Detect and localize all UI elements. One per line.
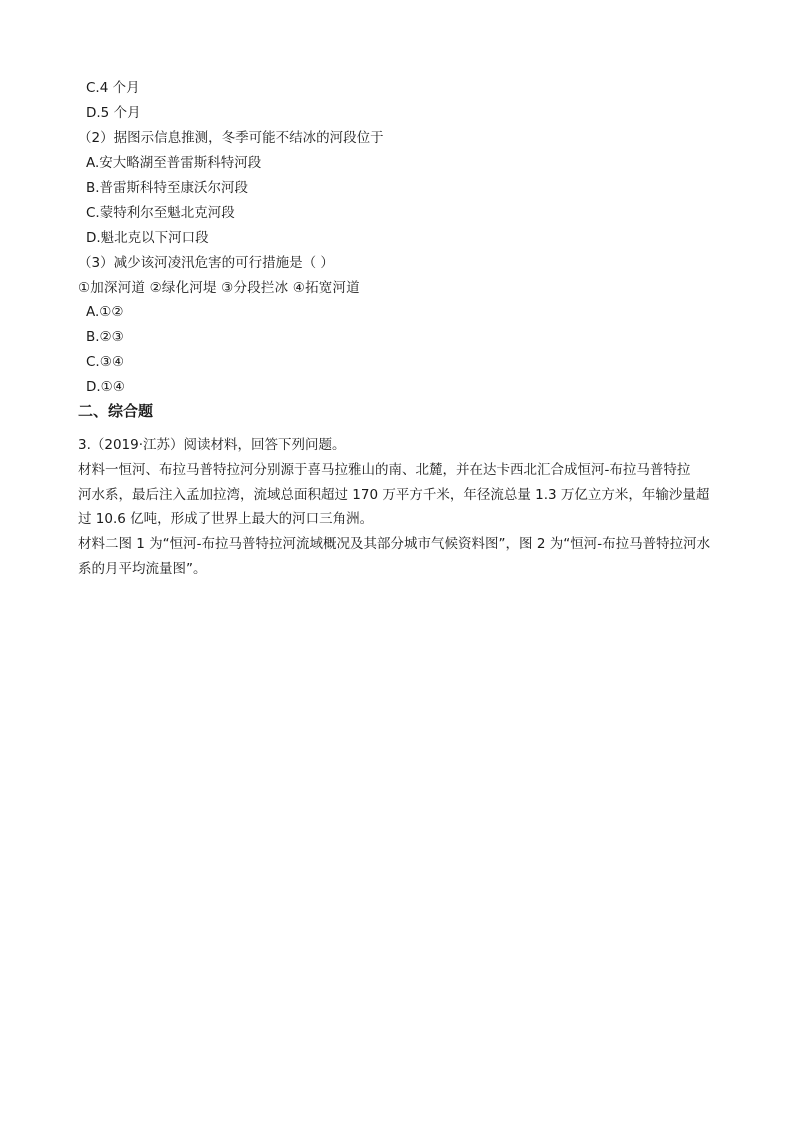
q3-option-c: C.③④	[86, 354, 124, 370]
section-heading: 二、综合题	[78, 402, 154, 420]
q3-measures: ①加深河道 ②绿化河堤 ③分段拦冰 ④拓宽河道	[78, 280, 360, 296]
material-one-line-3: 过 10.6 亿吨，形成了世界上最大的河口三角洲。	[78, 511, 374, 527]
material-one	[78, 458, 718, 532]
q2-option-b: B.普雷斯科特至康沃尔河段	[86, 180, 249, 196]
q3-option-b: B.②③	[86, 329, 124, 345]
q2-option-d: D.魁北克以下河口段	[86, 230, 209, 246]
q2-stem: （2）据图示信息推测，冬季可能不结冰的河段位于	[78, 130, 384, 146]
q3-option-d: D.①④	[86, 379, 125, 395]
q1-option-d: D.5 个月	[86, 105, 141, 121]
q4-intro: 3.（2019·江苏）阅读材料，回答下列问题。	[78, 437, 346, 453]
q3-option-a: A.①②	[86, 304, 124, 320]
material-two	[78, 532, 718, 581]
material-two-line-2: 系的月平均流量图”。	[78, 560, 207, 577]
q3-stem: （3）减少该河凌汛危害的可行措施是（ ）	[78, 255, 334, 271]
q2-option-a: A.安大略湖至普雷斯科特河段	[86, 155, 262, 171]
q2-option-c: C.蒙特利尔至魁北克河段	[86, 205, 235, 221]
material-one-line-2: 河水系，最后注入孟加拉湾，流域总面积超过 170 万平方千米，年径流总量 1.3 万亿立方米，年输沙量超	[78, 486, 710, 503]
material-one-line-1: 材料一恒河、布拉马普特拉河分别源于喜马拉雅山的南、北麓，并在达卡西北汇合成恒河-布拉马普特拉	[78, 462, 691, 478]
material-two-line-1: 材料二图 1 为“恒河-布拉马普特拉河流域概况及其部分城市气候资料图”，图 2 为“恒河-布拉马普特拉河水	[78, 536, 711, 552]
q1-option-c: C.4 个月	[86, 80, 140, 96]
